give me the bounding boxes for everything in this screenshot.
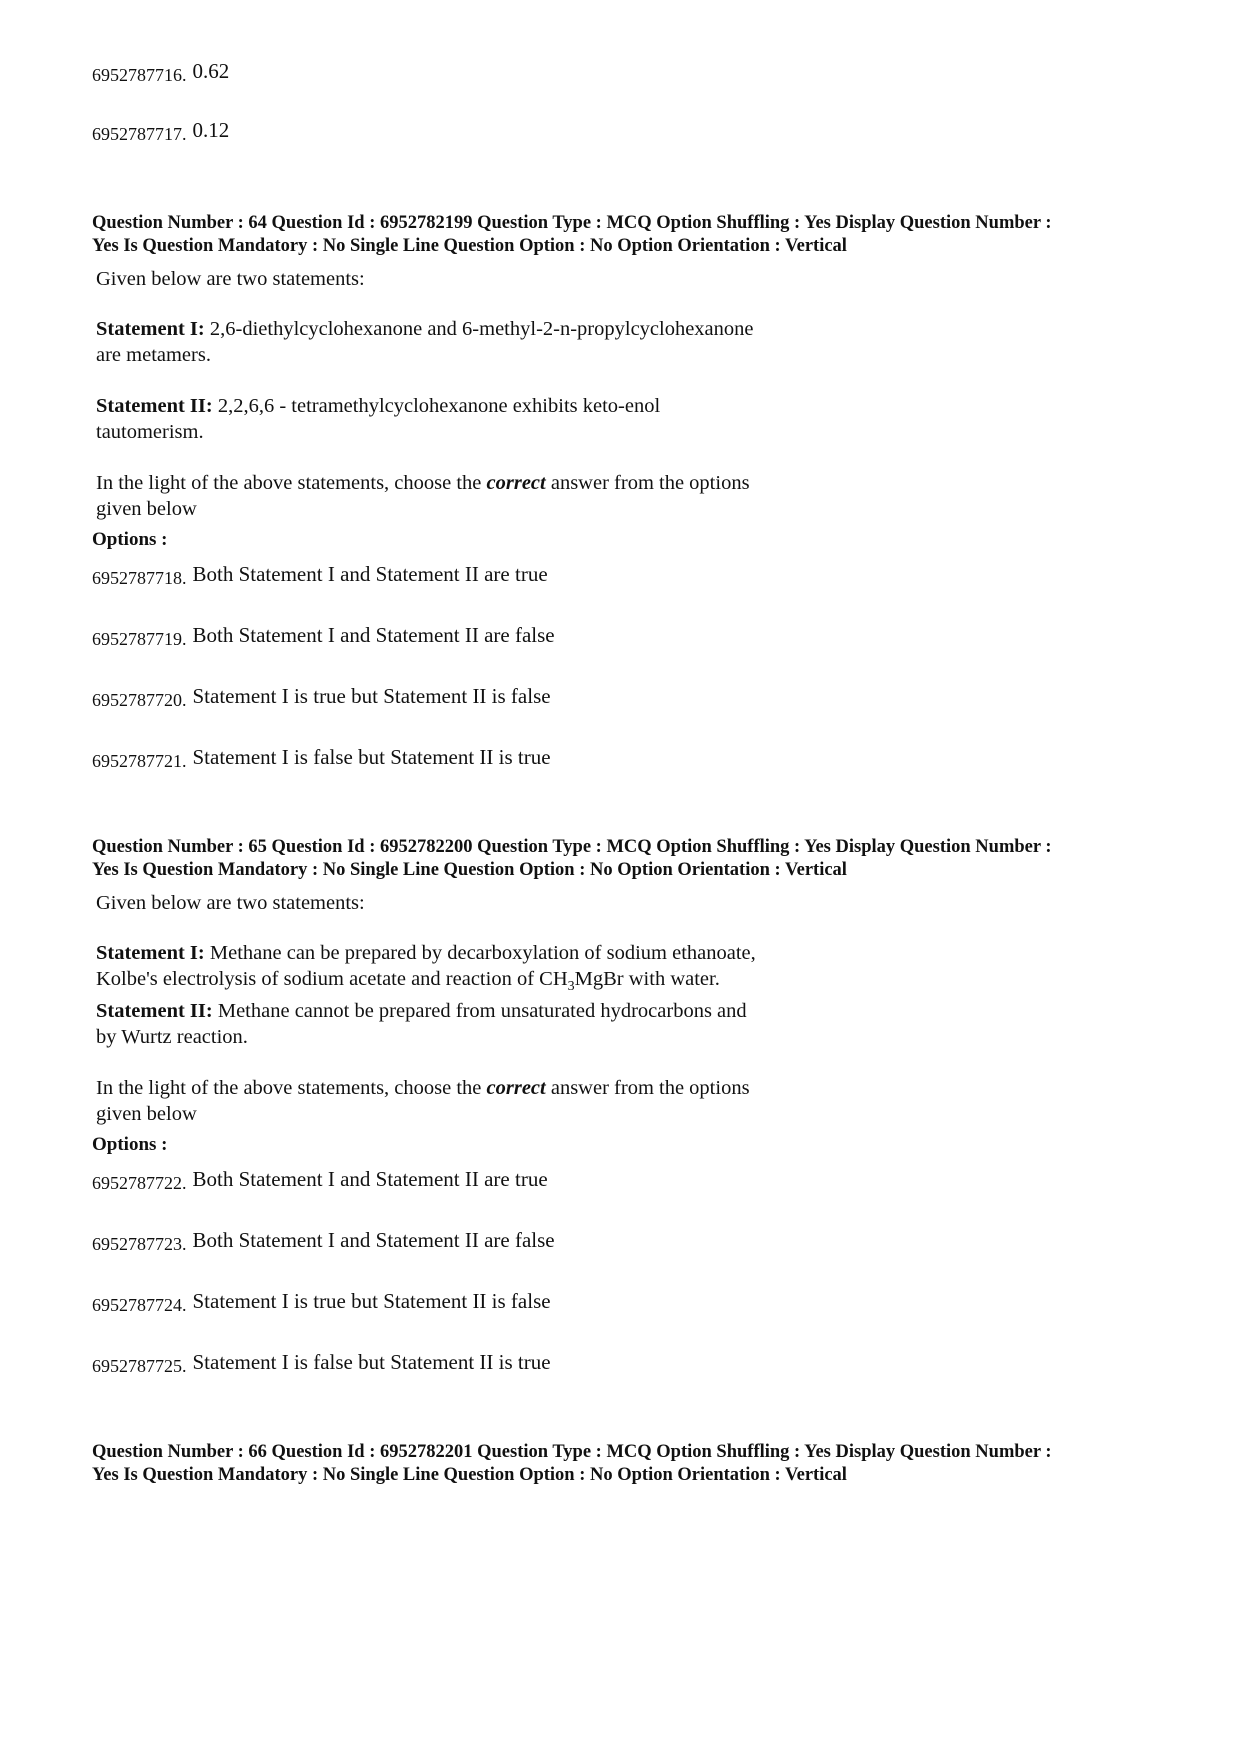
meta-line: Question Number : 65 Question Id : 6952782200 Question Type : MCQ Option Shuffling : Yes Display Question Number : bbox=[92, 837, 1052, 857]
question-64-options-label: Options : bbox=[92, 529, 168, 550]
question-64-statement-2 bbox=[96, 393, 856, 445]
option-text: Statement I is false but Statement II is true bbox=[192, 1350, 551, 1374]
option-text: Statement I is false but Statement II is true bbox=[192, 745, 551, 769]
option-id: 6952787717. bbox=[92, 124, 187, 144]
option-text: Both Statement I and Statement II are true bbox=[192, 562, 548, 586]
option-text: Both Statement I and Statement II are false bbox=[192, 1228, 555, 1252]
question-65-intro: Given below are two statements: bbox=[96, 892, 365, 914]
option-text: Statement I is true but Statement II is false bbox=[192, 1289, 551, 1313]
option-text: 0.12 bbox=[192, 118, 230, 142]
question-65-prompt bbox=[96, 1075, 856, 1127]
option-id: 6952787723. bbox=[92, 1234, 187, 1254]
question-65-option-1[interactable] bbox=[92, 1167, 548, 1195]
question-65-statement-2 bbox=[96, 998, 856, 1050]
prompt-text: given below bbox=[96, 1103, 197, 1125]
question-65-meta bbox=[92, 836, 1172, 882]
question-65-option-2[interactable] bbox=[92, 1228, 555, 1256]
option-id: 6952787720. bbox=[92, 690, 187, 710]
option-text: Both Statement I and Statement II are false bbox=[192, 623, 555, 647]
statement-text: Methane cannot be prepared from unsaturated hydrocarbons and bbox=[212, 1000, 747, 1022]
option-text: Statement I is true but Statement II is false bbox=[192, 684, 551, 708]
question-64-meta bbox=[92, 212, 1172, 258]
option-id: 6952787719. bbox=[92, 629, 187, 649]
statement-text: 2,2,6,6 - tetramethylcyclohexanone exhibits keto-enol bbox=[212, 395, 661, 417]
option-id: 6952787725. bbox=[92, 1356, 187, 1376]
question-64-option-2[interactable] bbox=[92, 623, 555, 651]
statement-text: 2,6-diethylcyclohexanone and 6-methyl-2-n-propylcyclohexanone bbox=[204, 318, 754, 340]
meta-line: Question Number : 66 Question Id : 6952782201 Question Type : MCQ Option Shuffling : Yes Display Question Number : bbox=[92, 1442, 1052, 1462]
statement-label: Statement I: bbox=[96, 318, 205, 340]
statement-label: Statement II: bbox=[96, 1000, 213, 1022]
option-id: 6952787716. bbox=[92, 65, 187, 85]
question-64-statement-1 bbox=[96, 316, 856, 368]
option-text: Both Statement I and Statement II are true bbox=[192, 1167, 548, 1191]
statement-text: are metamers. bbox=[96, 344, 211, 366]
question-65-options-label: Options : bbox=[92, 1134, 168, 1155]
question-66-meta bbox=[92, 1441, 1172, 1487]
meta-line: Yes Is Question Mandatory : No Single Line Question Option : No Option Orientation : Vertical bbox=[92, 860, 847, 880]
prompt-text: answer from the options bbox=[545, 472, 750, 494]
option-id: 6952787718. bbox=[92, 568, 187, 588]
statement-label: Statement II: bbox=[96, 395, 213, 417]
statement-text: Kolbe's electrolysis of sodium acetate and reaction of CH bbox=[96, 968, 568, 990]
prompt-emphasis: correct bbox=[486, 1077, 546, 1099]
statement-text: MgBr with water. bbox=[574, 968, 720, 990]
option-text: 0.62 bbox=[192, 59, 230, 83]
question-64-prompt bbox=[96, 470, 856, 522]
question-65-statement-1 bbox=[96, 940, 856, 1000]
question-65-option-3[interactable] bbox=[92, 1289, 551, 1317]
option-id: 6952787721. bbox=[92, 751, 187, 771]
statement-text: by Wurtz reaction. bbox=[96, 1026, 248, 1048]
prev-option-2 bbox=[92, 118, 230, 146]
statement-text: Methane can be prepared by decarboxylation of sodium ethanoate, bbox=[204, 942, 756, 964]
question-65-option-4[interactable] bbox=[92, 1350, 551, 1378]
statement-label: Statement I: bbox=[96, 942, 205, 964]
question-64-intro: Given below are two statements: bbox=[96, 268, 365, 290]
prompt-text: answer from the options bbox=[545, 1077, 750, 1099]
question-64-option-3[interactable] bbox=[92, 684, 551, 712]
option-id: 6952787722. bbox=[92, 1173, 187, 1193]
subscript: 3 bbox=[567, 979, 575, 995]
statement-text: tautomerism. bbox=[96, 421, 204, 443]
option-id: 6952787724. bbox=[92, 1295, 187, 1315]
meta-line: Yes Is Question Mandatory : No Single Line Question Option : No Option Orientation : Vertical bbox=[92, 236, 847, 256]
question-64-option-4[interactable] bbox=[92, 745, 551, 773]
prompt-text: In the light of the above statements, choose the bbox=[96, 1077, 487, 1099]
prev-option-1 bbox=[92, 59, 230, 87]
meta-line: Yes Is Question Mandatory : No Single Line Question Option : No Option Orientation : Vertical bbox=[92, 1465, 847, 1485]
prompt-text: In the light of the above statements, choose the bbox=[96, 472, 487, 494]
prompt-emphasis: correct bbox=[486, 472, 546, 494]
prompt-text: given below bbox=[96, 498, 197, 520]
meta-line: Question Number : 64 Question Id : 6952782199 Question Type : MCQ Option Shuffling : Yes Display Question Number : bbox=[92, 213, 1052, 233]
question-64-option-1[interactable] bbox=[92, 562, 548, 590]
